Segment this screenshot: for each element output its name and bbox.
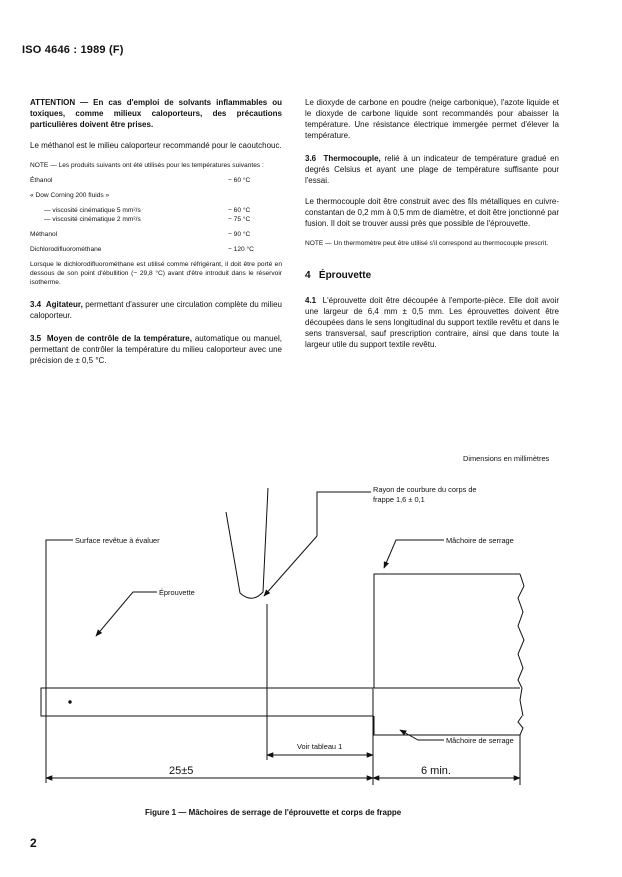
specimen-strip xyxy=(41,688,373,716)
product-row: — viscosité cinématique 5 mm²/s − 60 °C xyxy=(44,207,251,214)
clamp-bottom xyxy=(374,716,520,735)
radius-label-line2: frappe 1,6 ± 0,1 xyxy=(373,495,425,504)
page-number: 2 xyxy=(30,836,37,850)
product-row: Méthanol − 90 °C xyxy=(30,231,251,238)
eprouvette-label: Éprouvette xyxy=(159,588,195,597)
clamp-bottom-label: Mâchoire de serrage xyxy=(446,736,514,745)
clamp-top xyxy=(374,574,520,688)
right-column xyxy=(305,97,559,359)
left-column xyxy=(30,97,282,375)
product-row: — viscosité cinématique 2 mm²/s − 75 °C xyxy=(44,216,251,223)
product-row: « Dow Corning 200 fluids » xyxy=(30,192,110,199)
note-products: NOTE — Les produits suivants ont été utilisés pour les températures suivantes : Éthanol − 60 °C « Dow Corning 200 fluids » — viscosité cinématique 5 mm²/s − 60 °C — viscosité cinématique 2 mm²/s − 75 °C Méthanol − 90 °C Dichlorodifluorométhane − 120 °C Lorsque le dichlorodifluorométhane est utilisé comme réfrigérant, il doit être porté en dessous de son point d'ébullition (− 29,8 °C) avant d'être introduit dans le réservoir isotherme. xyxy=(30,162,282,286)
methanol-paragraph: Le méthanol est le milieu caloporteur recommandé pour le caoutchouc. xyxy=(30,141,282,150)
dim-right-label: 6 min. xyxy=(421,765,451,777)
thermocouple-paragraph: Le thermocouple doit être construit avec des fils métalliques en cuivre-constantan de 0,2 mm à 0,5 mm de diamètre, et doit être jonctionné par fusion. Il doit se trouver aussi près que possible de l'éprouvette. xyxy=(305,197,559,228)
striker-body xyxy=(226,488,268,598)
units-label: Dimensions en millimètres xyxy=(463,454,550,463)
specimen-dot xyxy=(69,701,71,703)
figure-caption: Figure 1 — Mâchoires de serrage de l'éprouvette et corps de frappe xyxy=(145,808,402,817)
attention-paragraph: ATTENTION — En cas d'emploi de solvants inflammables ou toxiques, comme milieux caloporteurs, des précautions particulières doivent être prises. xyxy=(30,98,282,129)
note-thermometer: NOTE — Un thermomètre peut être utilisé s'il correspond au thermocouple prescrit. xyxy=(305,240,549,247)
section-4-heading: 4 Éprouvette xyxy=(305,270,372,281)
product-row: Éthanol − 60 °C xyxy=(30,177,251,184)
clamp-top-label: Mâchoire de serrage xyxy=(446,536,514,545)
section-3-6: 3.6 Thermocouple, relié à un indicateur de température gradué en degrés Celsius et ayant une plage de température suffisante pour l'essai. xyxy=(305,154,559,185)
section-3-4: 3.4 Agitateur, permettant d'assurer une circulation complète du milieu caloporteur. xyxy=(30,300,282,320)
voir-tableau-label: Voir tableau 1 xyxy=(297,742,343,751)
co2-paragraph: Le dioxyde de carbone en poudre (neige carbonique), l'azote liquide et le dioxyde de carbone liquide sont recommandés pour abaisser la température. Une résistance électrique immergée permet d'élever la température. xyxy=(305,98,559,140)
radius-label-line1: Rayon de courbure du corps de xyxy=(373,485,477,494)
figure-1-diagram xyxy=(0,440,622,830)
section-3-5: 3.5 Moyen de contrôle de la température, automatique ou manuel, permettant de contrôler la température du milieu caloporteur avec une précision de ± 0,5 °C. xyxy=(30,334,283,365)
document-header: ISO 4646 : 1989 (F) xyxy=(22,44,124,56)
section-4-1: 4.1 L'éprouvette doit être découpée à l'emporte-pièce. Elle doit avoir une largeur de 6,4 mm ± 0,5 mm. Les éprouvettes doivent être découpées dans le sens longitudinal du support textile revêtu et dans le sens transversal, sauf prescription contraire, ainsi que dans toute la largeur utile du support textile revêtu. xyxy=(305,296,559,349)
dim-left-label: 25±5 xyxy=(169,765,194,777)
product-row: Dichlorodifluorométhane − 120 °C xyxy=(30,246,254,253)
surface-label: Surface revêtue à évaluer xyxy=(75,536,160,545)
